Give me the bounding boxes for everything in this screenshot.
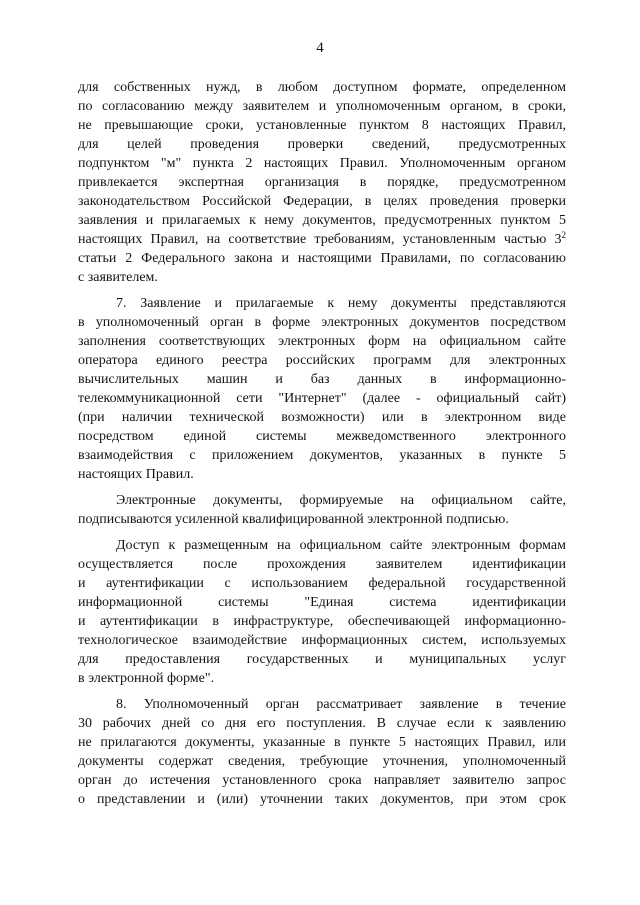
- text-line: привлекается экспертная организация в порядке, предусмотренном: [78, 175, 566, 190]
- text-line: подписываются усиленной квалифицированной электронной подписью.: [78, 512, 509, 527]
- text-line: не превышающие сроки, установленные пунктом 8 настоящих Правил,: [78, 118, 566, 133]
- paragraph-electronic-documents: [78, 491, 566, 529]
- text-line: для собственных нужд, в любом доступном формате, определенном: [78, 80, 566, 95]
- text-line: 30 рабочих дней со дня его поступления. В случае если к заявлению: [78, 716, 566, 731]
- text-line: Доступ к размещенным на официальном сайте электронным формам: [116, 538, 566, 553]
- text-line: статьи 2 Федерального закона и настоящими Правилами, по согласованию: [78, 251, 566, 266]
- paragraph-clause-8: [78, 695, 566, 809]
- text-line: взаимодействия с приложением документов, указанных в пункте 5: [78, 448, 566, 463]
- text-line: для предоставления государственных и муниципальных услуг: [78, 652, 566, 667]
- text-line: настоящих Правил.: [78, 467, 194, 482]
- text-line: вычислительных машин и баз данных в информационно-: [78, 372, 566, 387]
- body-text: [78, 78, 566, 809]
- text-line-with-superscript: [78, 230, 566, 249]
- paragraph-continuation: [78, 78, 566, 287]
- paragraph-clause-7: [78, 294, 566, 484]
- text-line: в уполномоченный орган в форме электронных документов посредством: [78, 315, 566, 330]
- text-line: посредством единой системы межведомственного электронного: [78, 429, 566, 444]
- text-line: орган до истечения установленного срока направляет заявителю запрос: [78, 773, 566, 788]
- text-line: по согласованию между заявителем и уполномоченным органом, в сроки,: [78, 99, 566, 114]
- text-line: документы содержат сведения, требующие уточнения, уполномоченный: [78, 754, 566, 769]
- text-line: технологическое взаимодействие информационных систем, используемых: [78, 633, 566, 648]
- text-line: (при наличии технической возможности) или в электронном виде: [78, 410, 566, 425]
- text-line: подпунктом "м" пункта 2 настоящих Правил. Уполномоченным органом: [78, 156, 566, 171]
- text-line: телекоммуникационной сети "Интернет" (далее - официальный сайт): [78, 391, 566, 406]
- superscript: 2: [561, 230, 566, 240]
- text-line: о представлении и (или) уточнении таких документов, при этом срок: [78, 792, 566, 807]
- text-line: Электронные документы, формируемые на официальном сайте,: [116, 493, 566, 508]
- text-line: не прилагаются документы, указанные в пункте 5 настоящих Правил, или: [78, 735, 566, 750]
- text-line: оператора единого реестра российских программ для электронных: [78, 353, 566, 368]
- text-line: 7. Заявление и прилагаемые к нему документы представляются: [116, 296, 566, 311]
- text-line: 8. Уполномоченный орган рассматривает заявление в течение: [116, 697, 566, 712]
- text-line: и аутентификации с использованием федеральной государственной: [78, 576, 566, 591]
- text-line: с заявителем.: [78, 270, 158, 285]
- paragraph-access: [78, 536, 566, 688]
- page-number: 4: [316, 40, 324, 56]
- text-line: информационной системы "Единая система идентификации: [78, 595, 566, 610]
- text-line: законодательством Российской Федерации, в целях проведения проверки: [78, 194, 566, 209]
- text-line: заявления и прилагаемых к нему документов, предусмотренных пунктом 5: [78, 213, 566, 228]
- text-line: осуществляется после прохождения заявителем идентификации: [78, 557, 566, 572]
- text-line: настоящих Правил, на соответствие требованиям, установленным частью 3: [78, 232, 562, 247]
- text-line: заполнения соответствующих электронных форм на официальном сайте: [78, 334, 566, 349]
- text-line: для целей проведения проверки сведений, предусмотренных: [78, 137, 566, 152]
- text-line: и аутентификации в инфраструктуре, обеспечивающей информационно-: [78, 614, 566, 629]
- text-line: в электронной форме".: [78, 671, 215, 686]
